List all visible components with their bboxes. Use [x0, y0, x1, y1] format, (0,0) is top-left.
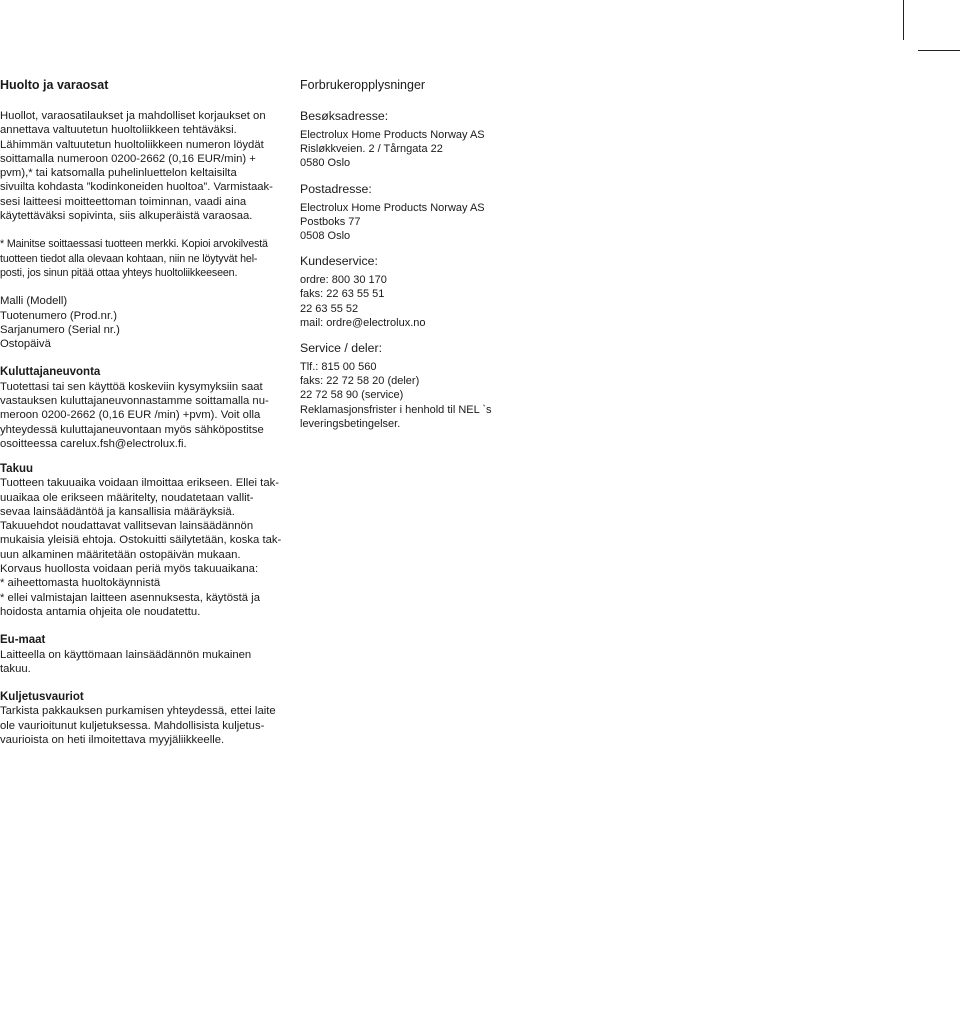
warranty-text: Tuotteen takuuaika voidaan ilmoittaa erikseen. Ellei tak- uuaikaa ole erikseen määritelty, noudatetaan vallit- sevaa lainsäädäntöä ja kansallisia määräyksiä. Takuuehdot noudattavat vallitsevan lainsäädännön mukaisia yleisiä ehtoja. Ostokuitti säilytetään, koska tak- uun alkaminen määritetään ostopäivän mukaan. Korvaus huollosta voidaan periä myös takuuaikana: * aiheettomasta huoltokäynnistä * ellei valmistajan laitteen asennuksesta, käytöstä ja hoidosta antamia ohjeita ole noudatettu. — [0, 477, 282, 618]
customer-service-text: ordre: 800 30 170 faks: 22 63 55 51 22 63 55 52 mail: ordre@electrolux.no — [300, 274, 426, 329]
customer-service-heading: Kundeservice: — [300, 254, 378, 269]
service-parts-heading: Service / deler: — [300, 341, 383, 356]
section-title: Huolto ja varaosat — [0, 78, 109, 92]
section-title-no: Forbrukeropplysninger — [300, 78, 426, 92]
service-note-text: * Mainitse soittaessasi tuotteen merkki. Kopioi arvokilvestä tuotteen tiedot alla olevaan kohtaan, niin ne löytyvät hel- posti, jos sinun pitää ottaa yhteys huoltoliikkeeseen. — [0, 238, 268, 279]
consumer-advice-heading: Kuluttajaneuvonta — [0, 366, 101, 379]
crop-mark-horizontal — [918, 50, 960, 51]
consumer-info-section-no — [300, 78, 540, 431]
service-section-fi — [0, 78, 282, 451]
warranty-heading: Takuu — [0, 463, 34, 475]
postal-address-text: Electrolux Home Products Norway AS Postboks 77 0508 Oslo — [300, 201, 485, 243]
product-fields-list: Malli (Modell) Tuotenumero (Prod.nr.) Sarjanumero (Serial nr.) Ostopäivä — [0, 295, 120, 351]
visit-address-heading: Besøksadresse: — [300, 109, 389, 123]
eu-countries-heading: Eu-maat — [0, 634, 46, 647]
consumer-advice-text: Tuotettasi tai sen käyttöä koskeviin kysymyksiin saat vastauksen kuluttajaneuvonnastamme soittamalla nu- meroon 0200-2662 (0,16 EUR /min) +pvm). Voit olla yhteydessä kuluttajaneuvontaan myös sähköpostitse osoitteessa carelux.fsh@electrolux.fi. — [0, 380, 269, 450]
visit-address-text: Electrolux Home Products Norway AS Risløkkveien. 2 / Tårngata 22 0580 Oslo — [300, 129, 485, 170]
transport-damage-heading: Kuljetusvauriot — [0, 691, 84, 704]
warranty-section-fi — [0, 462, 282, 747]
crop-mark-vertical — [903, 0, 904, 40]
transport-damage-text: Tarkista pakkauksen purkamisen yhteydessä, ettei laite ole vaurioitunut kuljetuksessa. Mahdollisista kuljetus- vaurioista on heti ilmoitettava myyjäliikkeelle. — [0, 705, 276, 747]
eu-countries-text: Laitteella on käyttömaan lainsäädännön mukainen takuu. — [0, 648, 252, 675]
service-parts-text: Tlf.: 815 00 560 faks: 22 72 58 20 (deler) 22 72 58 90 (service) Reklamasjonsfrister i henhold til NEL `s leveringsbetingelser. — [300, 361, 492, 430]
service-intro-text: Huollot, varaosatilaukset ja mahdolliset korjaukset on annettava valtuutetun huoltoliikkeen tehtäväksi. Lähimmän valtuutetun huoltoliikkeen numeron löydät soittamalla numeroon 0200-2662 (0,16 EUR/min) + pvm),* tai katsomalla puhelinluettelon keltaisilta sivuilta kohdasta ”kodinkoneiden huoltoa”. Varmistaak- sesi laitteesi moitteettoman toiminnan, vaadi aina käytettäväksi sopivinta, siis alkuperäistä varaosaa. — [0, 110, 273, 223]
postal-address-heading: Postadresse: — [300, 181, 372, 196]
